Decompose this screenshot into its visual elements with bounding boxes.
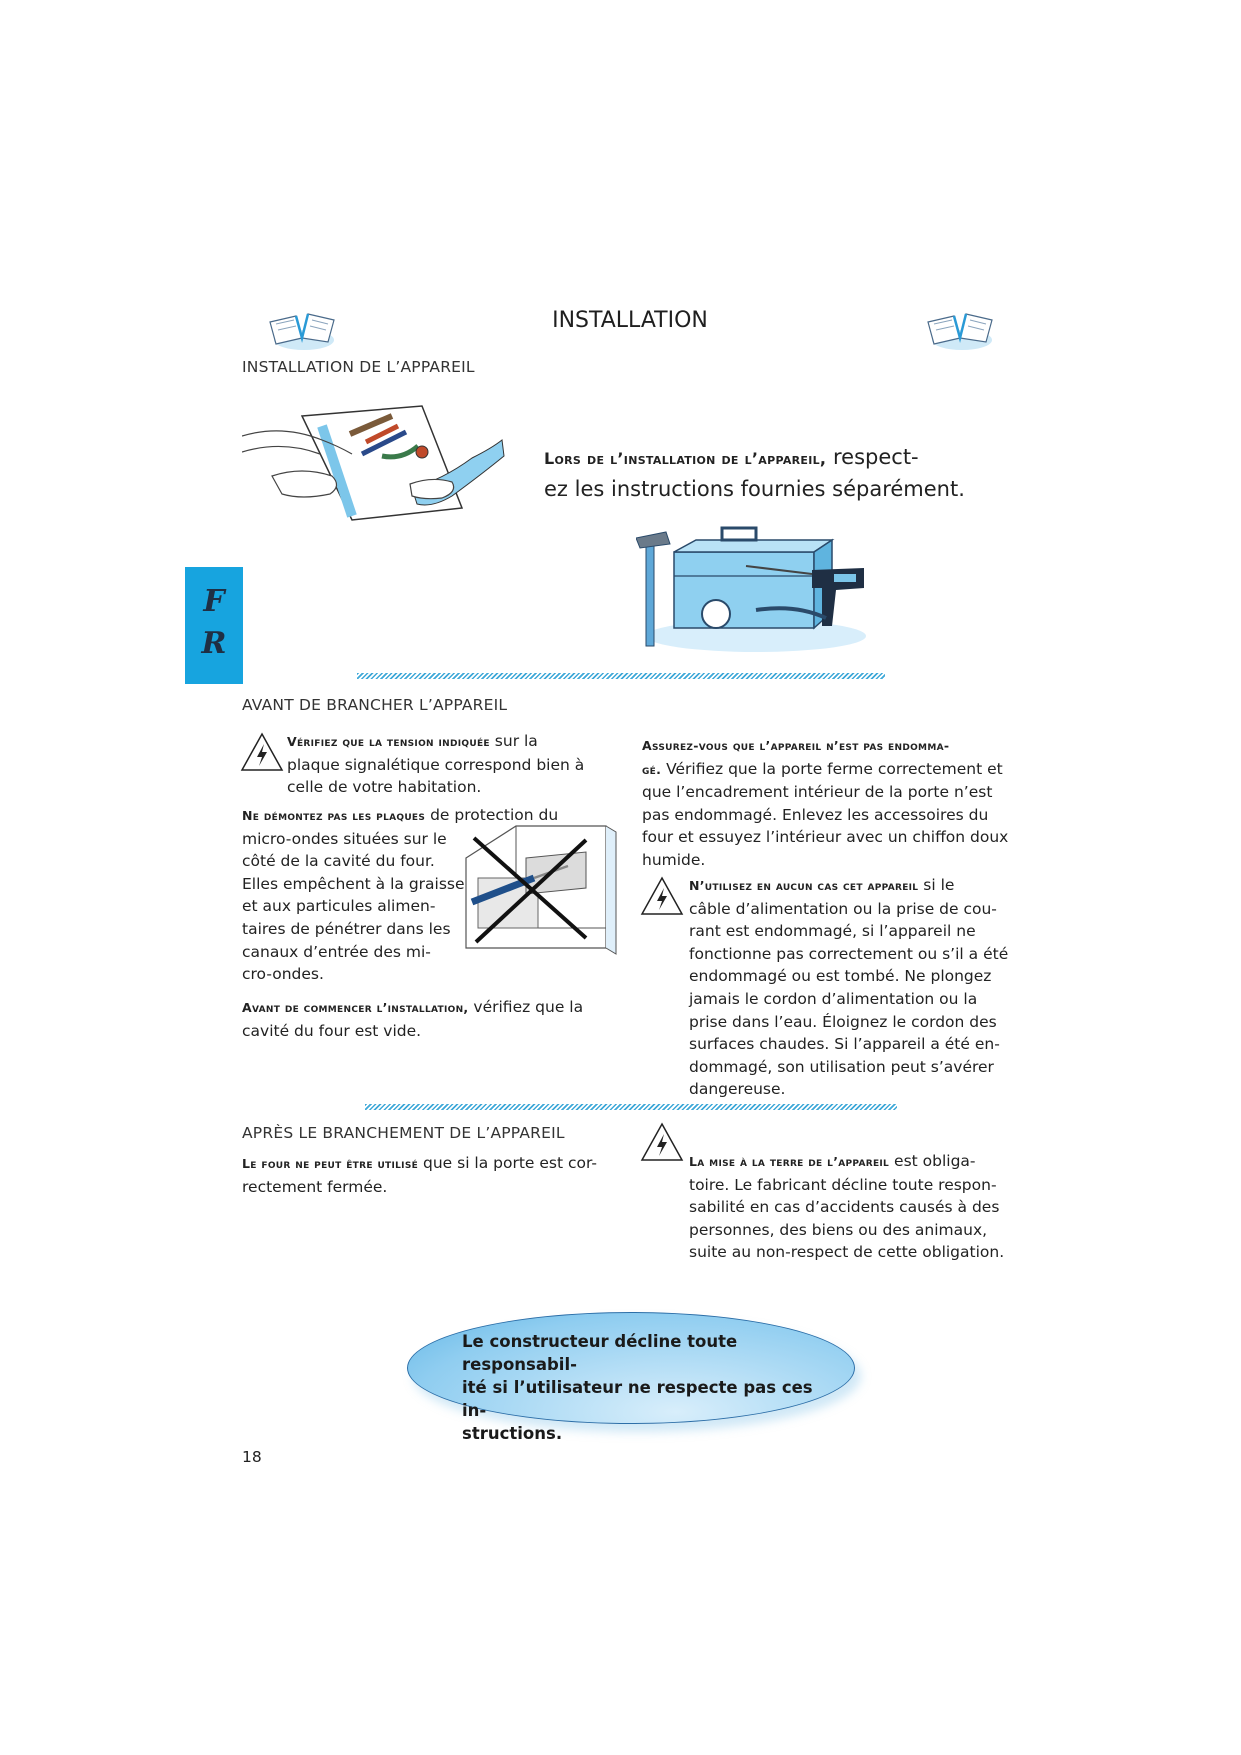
liability-notice-line: ité si l’utilisateur ne respecte pas ces in-: [462, 1378, 813, 1420]
never-use-rest: si le: [918, 876, 955, 894]
damage-check-line: pas endommagé. Enlevez les accessoires du: [642, 805, 989, 824]
liability-notice-line: Le constructeur décline toute responsabil-: [462, 1332, 738, 1374]
before-installation-line2: cavité du four est vide.: [242, 1021, 422, 1040]
toolbox-illustration: [636, 526, 876, 656]
warning-triangle-icon: [640, 1122, 684, 1162]
door-closed-line2: rectement fermée.: [242, 1177, 388, 1196]
book-icon: [262, 300, 342, 354]
before-installation-rest: vérifiez que la: [468, 998, 584, 1016]
protection-plates-line: cro-ondes.: [242, 965, 324, 984]
crossed-microwave-cavity-illustration: [456, 818, 626, 960]
warning-triangle-icon: [240, 732, 284, 772]
voltage-check-line2: plaque signalétique correspond bien à: [287, 755, 585, 774]
earthing-line: toire. Le fabricant décline toute respon-: [689, 1175, 997, 1194]
earthing-line: sabilité en cas d’accidents causés à des: [689, 1198, 1000, 1217]
earthing-caps: La mise à la terre de l’appareil: [689, 1154, 890, 1169]
never-use-line: jamais le cordon d’alimentation ou la: [689, 989, 978, 1008]
never-use-line: fonctionne pas correctement ou s’il a été: [689, 944, 1009, 963]
never-use-line: dommagé, son utilisation peut s’avérer: [689, 1057, 994, 1076]
book-icon: [920, 300, 1000, 354]
voltage-check-caps: Vérifiez que la tension indiquée: [287, 734, 490, 749]
earthing-line: personnes, des biens ou des animaux,: [689, 1220, 988, 1239]
protection-plates-line: côté de la cavité du four.: [242, 852, 435, 871]
earthing-line: suite au non-respect de cette obligation.: [689, 1243, 1005, 1262]
never-use-line: dangereuse.: [689, 1080, 786, 1099]
section-heading-after-connecting: APRÈS LE BRANCHEMENT DE L’APPAREIL: [242, 1124, 565, 1142]
protection-plates-rest: de protection du: [425, 806, 559, 824]
voltage-check-line3: celle de votre habitation.: [287, 778, 482, 797]
never-use-line: surfaces chaudes. Si l’appareil a été en-: [689, 1035, 1000, 1054]
never-use-line: endommagé ou est tombé. Ne plongez: [689, 967, 992, 986]
door-closed-caps: Le four ne peut être utilisé: [242, 1156, 419, 1171]
damage-check-line: que l’encadrement intérieur de la porte n’est: [642, 783, 993, 802]
installation-lead-rest: respect-: [826, 445, 919, 469]
protection-plates-line: canaux d’entrée des mi-: [242, 942, 431, 961]
before-installation-caps: Avant de commencer l’installation,: [242, 1000, 469, 1015]
earthing-text: [689, 1150, 1029, 1264]
installation-lead-caps: Lors de l’installation de l’appareil,: [544, 449, 827, 468]
section-divider: [365, 1104, 897, 1110]
before-installation-text: [242, 996, 622, 1042]
language-letter-f: F: [203, 584, 225, 619]
door-closed-rest: que si la porte est cor-: [418, 1154, 597, 1172]
damage-check-rest: Vérifiez que la porte ferme correctement et: [661, 759, 1003, 778]
damage-check-text: [642, 734, 1022, 872]
never-use-line: câble d’alimentation ou la prise de cou-: [689, 899, 997, 918]
protection-plates-line: taires de pénétrer dans les: [242, 919, 451, 938]
installation-instructions-text: [544, 442, 984, 504]
protection-plates-line: micro-ondes situées sur le: [242, 829, 447, 848]
voltage-check-rest: sur la: [489, 732, 538, 750]
page-number: 18: [242, 1448, 262, 1466]
protection-plates-line: et aux particules alimen-: [242, 897, 436, 916]
damage-check-caps2: gé.: [642, 761, 662, 777]
damage-check-line: humide.: [642, 850, 706, 869]
installation-lead-line2: ez les instructions fournies séparément.: [544, 477, 965, 501]
never-use-line: rant est endommagé, si l’appareil ne: [689, 922, 976, 941]
never-use-line: prise dans l’eau. Éloignez le cordon des: [689, 1012, 997, 1031]
never-use-caps: N’utilisez en aucun cas cet appareil: [689, 878, 919, 893]
section-heading-before-connecting: AVANT DE BRANCHER L’APPAREIL: [242, 696, 508, 714]
damage-check-line: four et essuyez l’intérieur avec un chiffon doux: [642, 828, 1009, 847]
door-closed-text: [242, 1152, 622, 1198]
voltage-check-text: [287, 730, 617, 799]
language-letter-r: R: [201, 626, 227, 661]
protection-plates-caps: Ne démontez pas les plaques: [242, 808, 426, 823]
liability-notice-line: structions.: [462, 1424, 563, 1443]
section-divider: [357, 673, 885, 679]
hands-tools-illustration: [242, 396, 532, 524]
section-heading-installation: INSTALLATION DE L’APPAREIL: [242, 358, 475, 376]
damage-check-caps: Assurez-vous que l’appareil n’est pas endomma-: [642, 738, 950, 753]
language-tab: [185, 567, 243, 684]
earthing-rest: est obliga-: [889, 1152, 976, 1170]
warning-triangle-icon: [640, 876, 684, 916]
protection-plates-line: Elles empêchent à la graisse: [242, 874, 465, 893]
page-title: INSTALLATION: [552, 308, 708, 333]
never-use-damaged-text: [689, 874, 1029, 1101]
liability-notice-text: [462, 1330, 832, 1445]
